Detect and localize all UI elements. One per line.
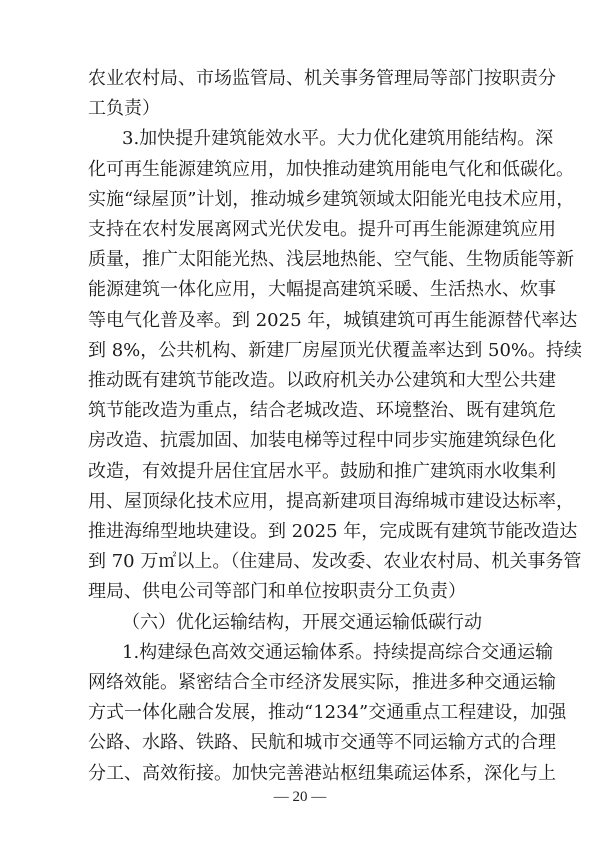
text-line: 方式一体化融合发展，推动“1234”交通重点工程建设，加强 — [88, 702, 567, 724]
text-line: 改造，有效提升居住宜居水平。鼓励和推广建筑雨水收集利 — [88, 460, 556, 482]
text-line: 到 8%，公共机构、新建厂房屋顶光伏覆盖率达到 50%。持续 — [88, 339, 583, 361]
page-number: — 20 — — [273, 789, 327, 805]
text-line: 房改造、抗震加固、加装电梯等过程中同步实施建筑绿色化 — [88, 430, 556, 452]
text-line: 1.构建绿色高效交通运输体系。持续提高综合交通运输 — [122, 641, 554, 663]
text-line: 能源建筑一体化应用，大幅提高建筑采暖、生活热水、炊事 — [88, 279, 556, 301]
text-line: 质量，推广太阳能光热、浅层地热能、空气能、生物质能等新 — [88, 249, 574, 271]
text-line: 等电气化普及率。到 2025 年，城镇建筑可再生能源替代率达 — [88, 309, 578, 331]
text-line: 农业农村局、市场监管局、机关事务管理局等部门按职责分 — [88, 68, 556, 89]
text-line: 支持在农村发展离网式光伏发电。提升可再生能源建筑应用 — [88, 219, 556, 240]
text-line: 理局、供电公司等部门和单位按职责分工负责） — [88, 581, 466, 603]
text-line: 推进海绵型地块建设。到 2025 年，完成既有建筑节能改造达 — [88, 521, 578, 542]
section-heading: （六）优化运输结构，开展交通运输低碳行动 — [122, 611, 482, 633]
text-line: 实施“绿屋顶”计划，推动城乡建筑领域太阳能光电技术应用， — [88, 188, 575, 210]
text-line: 工负责） — [88, 98, 160, 120]
text-line: 网络效能。紧密结合全市经济发展实际，推进多种交通运输 — [88, 672, 556, 693]
text-line: 公路、水路、铁路、民航和城市交通等不同运输方式的合理 — [88, 732, 556, 754]
text-line: 推动既有建筑节能改造。以政府机关办公建筑和大型公共建 — [88, 370, 556, 391]
text-line: 筑节能改造为重点，结合老城改造、环境整治、既有建筑危 — [88, 400, 556, 422]
text-line: 用、屋顶绿化技术应用，提高新建项目海绵城市建设达标率， — [88, 490, 574, 512]
text-line: 3.加快提升建筑能效水平。大力优化建筑用能结构。深 — [122, 128, 554, 150]
text-line: 分工、高效衔接。加快完善港站枢纽集疏运体系，深化与上 — [88, 762, 556, 784]
text-line: 到 70 万㎡以上。（住建局、发改委、农业农村局、机关事务管 — [88, 551, 582, 573]
text-line: 化可再生能源建筑应用，加快推动建筑用能电气化和低碳化。 — [88, 158, 574, 180]
